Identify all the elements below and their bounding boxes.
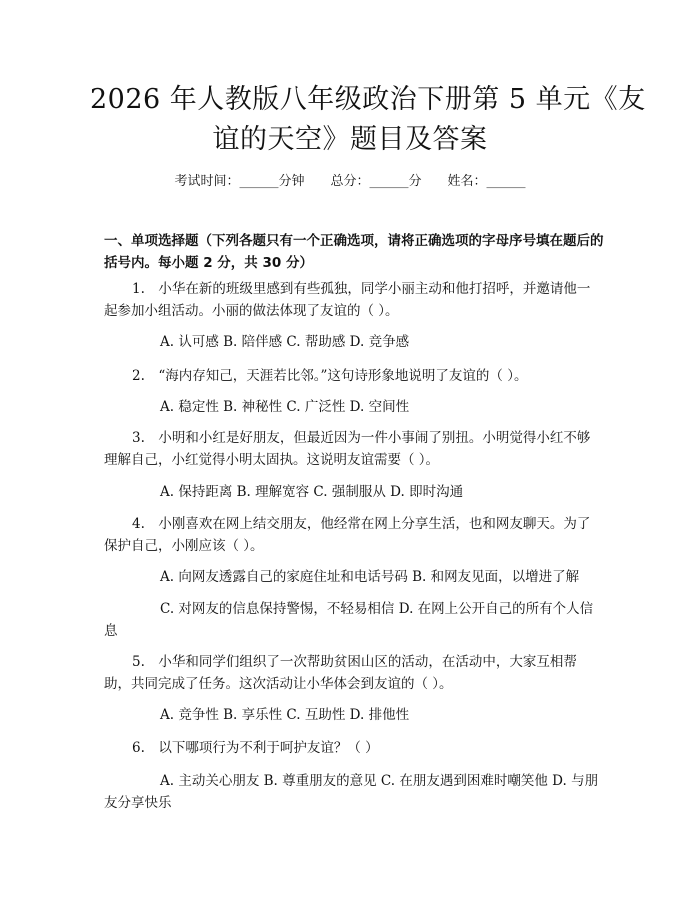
question-5: 5. 小华和同学们组织了一次帮助贫困山区的活动，在活动中，大家互相帮助，共同完成了任务。这次活动让小华体会到友谊的（ ）。	[104, 654, 577, 692]
question-3: 3. 小明和小红是好朋友，但最近因为一件小事闹了别扭。小明觉得小红不够理解自己，小红觉得小明太固执。这说明友谊需要（ ）。	[104, 430, 591, 468]
question-6-options: A. 主动关心朋友 B. 尊重朋友的意见 C. 在朋友遇到困难时嘲笑他 D. 与朋友分享快乐	[104, 773, 599, 811]
question-1-options: A. 认可感 B. 陪伴感 C. 帮助感 D. 竞争感	[160, 334, 410, 350]
question-4: 4. 小刚喜欢在网上结交朋友，他经常在网上分享生活，也和网友聊天。为了保护自己，小刚应该（ ）。	[104, 516, 591, 554]
question-2-options: A. 稳定性 B. 神秘性 C. 广泛性 D. 空间性	[160, 399, 410, 415]
name-field: 姓名：______	[447, 174, 526, 189]
question-4-option-line-1: A. 向网友透露自己的家庭住址和电话号码 B. 和网友见面，以增进了解	[160, 569, 580, 585]
question-6: 6. 以下哪项行为不利于呵护友谊？（ ）	[132, 740, 379, 756]
question-3-options: A. 保持距离 B. 理解宽容 C. 强制服从 D. 即时沟通	[160, 484, 464, 500]
page-title	[90, 80, 646, 160]
exam-info	[0, 170, 700, 189]
question-4-option-line-2: C. 对网友的信息保持警惕，不轻易相信 D. 在网上公开自己的所有个人信息	[104, 601, 594, 639]
question-5-options: A. 竞争性 B. 享乐性 C. 互助性 D. 排他性	[160, 707, 410, 723]
exam-time-field: 考试时间：______分钟	[174, 174, 305, 189]
section-heading: 一、单项选择题（下列各题只有一个正确选项，请将正确选项的字母序号填在题后的括号内。每小题 2 分，共 30 分）	[104, 233, 604, 271]
question-1: 1. 小华在新的班级里感到有些孤独，同学小丽主动和他打招呼，并邀请他一起参加小组活动。小丽的做法体现了友谊的（ ）。	[104, 281, 591, 319]
page-title-line-2: 谊的天空》题目及答案	[212, 124, 488, 155]
page-title-line-1: 2026 年人教版八年级政治下册第 5 单元《友	[90, 84, 646, 115]
question-2: 2. “海内存知己，天涯若比邻。”这句诗形象地说明了友谊的（ ）。	[132, 368, 528, 384]
total-score-field: 总分：______分	[330, 174, 422, 189]
